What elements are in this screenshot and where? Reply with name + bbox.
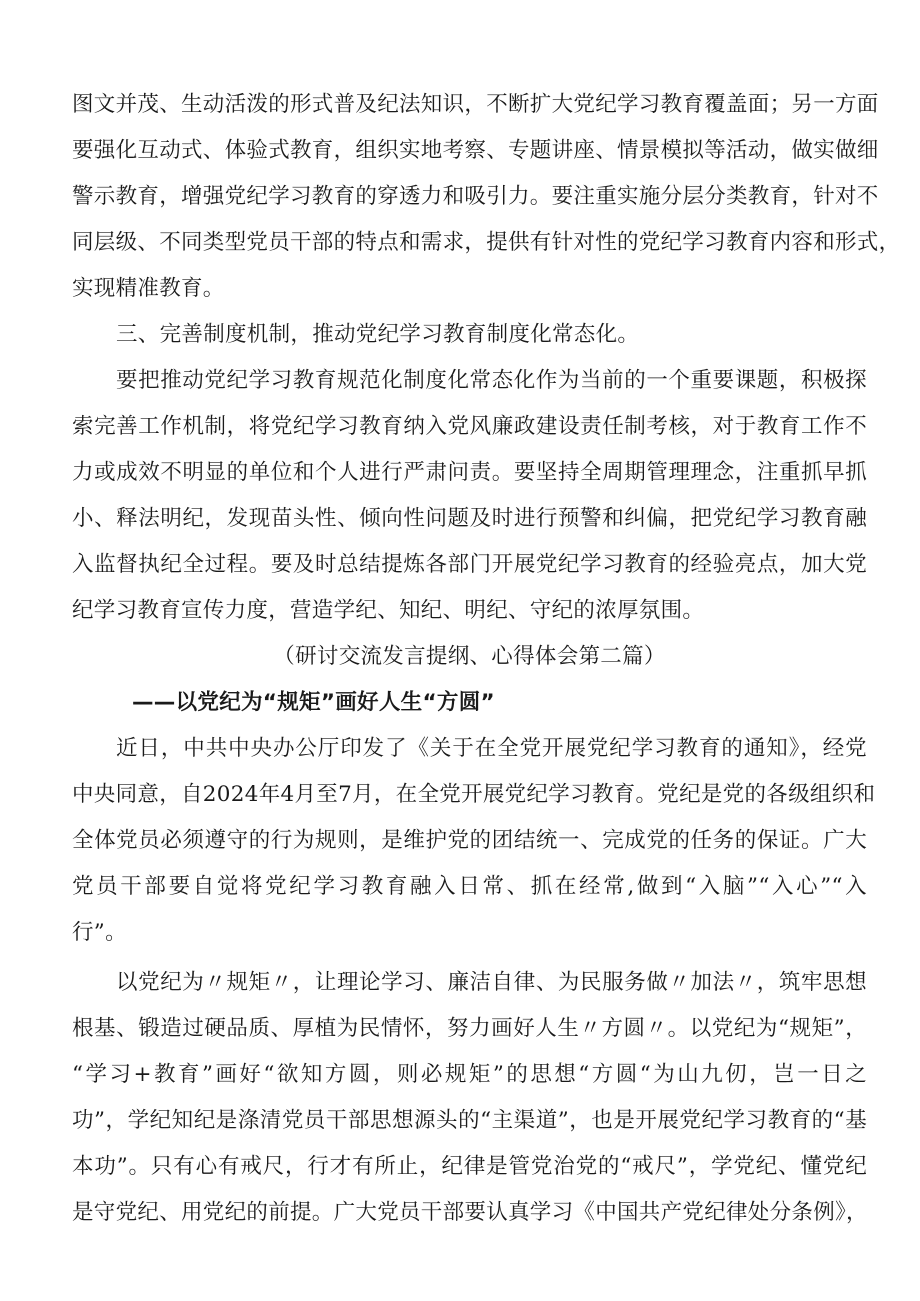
text-line: 索完善工作机制，将党纪学习教育纳入党风廉政建设责任制考核，对于教育工作不 [72, 414, 867, 439]
text-line: 本功”。只有心有戒尺，行才有所止，纪律是管党治党的“戒尺”，学党纪、懂党纪 [72, 1154, 867, 1179]
text-line: 党员干部要自觉将党纪学习教育融入日常、抓在经常,做到“入脑”“入心”“入 [72, 874, 867, 899]
text-line: 力或成效不明显的单位和个人进行严肃问责。要坚持全周期管理理念，注重抓早抓 [72, 460, 867, 485]
text-line: 是守党纪、用党纪的前提。广大党员干部要认真学习《中国共产党纪律处分条例》， [72, 1200, 868, 1225]
section-heading-3: 三、完善制度机制，推动党纪学习教育制度化常态化。 [116, 322, 640, 347]
text-line: 图文并茂、生动活泼的形式普及纪法知识，不断扩大党纪学习教育覆盖面；另一方面 [72, 92, 879, 117]
text-line: 根基、锻造过硬品质、厚植为民情怀，努力画好人生〃方圆〃。以党纪为“规矩”， [72, 1016, 867, 1041]
text-line: 要把推动党纪学习教育规范化制度化常态化作为当前的一个重要课题，积极探 [116, 368, 867, 393]
paragraph-1 [72, 82, 901, 312]
paragraph-2 [72, 358, 867, 634]
text-line: “学习+教育”画好“欲知方圆，则必规矩”的思想“方圆“为山九仞，岂一日之 [72, 1062, 867, 1087]
text-line: 行”。 [72, 920, 127, 945]
text-line: 警示教育，增强党纪学习教育的穿透力和吸引力。要注重实施分层分类教育，针对不 [72, 184, 879, 209]
text-line: 以党纪为〃规矩〃，让理论学习、廉洁自律、为民服务做〃加法〃，筑牢思想 [116, 970, 867, 995]
document-page [72, 82, 901, 1236]
text-line: 要强化互动式、体验式教育，组织实地考察、专题讲座、情景模拟等活动，做实做细 [72, 138, 879, 163]
text-line: 纪学习教育宣传力度，营造学纪、知纪、明纪、守纪的浓厚氛围。 [72, 598, 705, 623]
text-line: 同层级、不同类型党员干部的特点和需求，提供有针对性的党纪学习教育内容和形式， [72, 230, 901, 255]
paragraph-4 [72, 960, 867, 1236]
article-subtitle: ——以党纪为“规矩”画好人生“方圆” [132, 690, 495, 715]
text-line: 全体党员必须遵守的行为规则，是维护党的团结统一、完成党的任务的保证。广大 [72, 828, 867, 853]
section-title: （研讨交流发言提纲、心得体会第二篇） [273, 644, 666, 669]
text-line: 实现精准教育。 [72, 276, 225, 301]
paragraph-3 [72, 726, 876, 956]
text-line: 入监督执纪全过程。要及时总结提炼各部门开展党纪学习教育的经验亮点，加大党 [72, 552, 867, 577]
text-line: 中央同意，自2024年4月至7月，在全党开展党纪学习教育。党纪是党的各级组织和 [72, 782, 876, 807]
text-line: 功”，学纪知纪是涤清党员干部思想源头的“主渠道”，也是开展党纪学习教育的“基 [72, 1108, 867, 1133]
text-line: 近日，中共中央办公厅印发了《关于在全党开展党纪学习教育的通知》，经党 [116, 736, 867, 761]
text-line: 小、释法明纪，发现苗头性、倾向性问题及时进行预警和纠偏，把党纪学习教育融 [72, 506, 867, 531]
